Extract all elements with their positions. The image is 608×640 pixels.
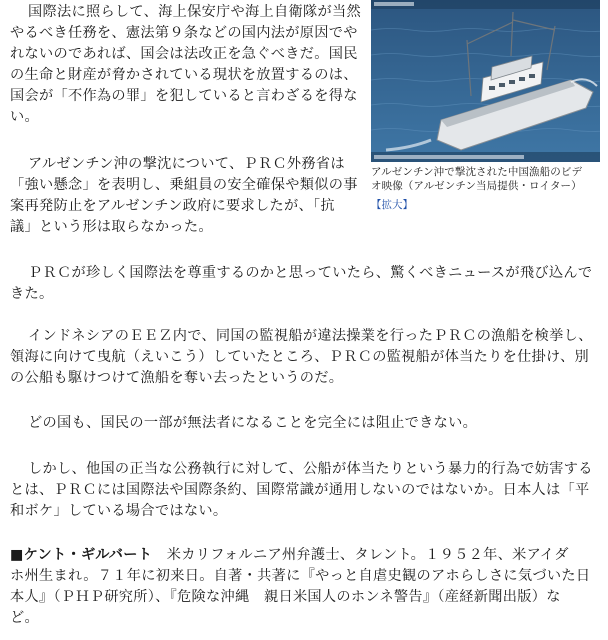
paragraph-line: 「強い懸念」を表明し、乗組員の安全確保や類似の事 [10,177,358,193]
author-bio-line [10,545,590,566]
paragraph-line: の公船も駆けつけて漁船を奪い去ったというのだ。 [10,370,344,386]
paragraph-line: 議」という形は取らなかった。 [10,219,213,235]
paragraph-line: 和ボケ」している場合ではない。 [10,503,228,519]
paragraph-line: 国際法に照らして、海上保安庁や海上自衛隊が当然 [28,4,361,20]
paragraph-line: い。 [10,109,39,125]
paragraph-line: の生命と財産が脅かされている現状を放置するのは、 [10,67,358,83]
paragraph-line: やるべき任務を、憲法第９条などの国内法が原因でや [10,25,358,41]
article-paragraph-1 [10,2,361,128]
fishing-boat-photo[interactable] [371,0,600,162]
boat-photo-image [371,0,600,162]
article-paragraph-6 [10,459,593,522]
author-name: ■ケント・ギルバート [10,547,153,563]
caption-line: オ映像（アルゼンチン当局提供・ロイター） [371,180,582,192]
author-bio [10,545,590,629]
paragraph-line: れないのであれば、国会は法改正を急ぐべきだ。国民 [10,46,358,62]
article-paragraph-3 [10,263,592,305]
caption-line: アルゼンチン沖で撃沈された中国漁船のビデ [371,166,583,178]
author-bio-line: ホ州生まれ。７１年に初来日。自著・共著に『やっと自虐史観のアホらしさに気づいた日 [10,568,591,584]
article-paragraph-5 [10,413,477,434]
paragraph-line: 国会が「不作為の罪」を犯していると言わざるを得な [10,88,358,104]
author-bio-line: ど。 [10,610,39,626]
paragraph-line: インドネシアのＥＥＺ内で、同国の監視船が違法操業を行ったＰＲＣの漁船を検挙し、 [28,328,593,344]
news-photo-figure [371,0,600,212]
article-paragraph-2 [10,154,358,238]
photo-caption [371,165,600,193]
article-paragraph-4 [10,326,593,389]
paragraph-line: とは、ＰＲＣには国際法や国際条約、国際常識が通用しないのではないか。日本人は「平 [10,482,590,498]
paragraph-line: 領海に向けて曳航（えいこう）していたところ、ＰＲＣの監視船が体当たりを仕掛け、別 [10,349,589,365]
paragraph-line: どの国も、国民の一部が無法者になることを完全には阻止できない。 [28,415,478,431]
author-bio-line: 本人』（ＰＨＰ研究所）、『危険な沖縄 親日米国人のホンネ警告』（産経新聞出版）な [10,589,561,605]
paragraph-line: ＰＲＣが珍しく国際法を尊重するのかと思っていたら、驚くべきニュースが飛び込んで [28,265,593,281]
expand-photo-link[interactable]: 【拡大】 [371,199,413,211]
paragraph-line: きた。 [10,286,54,302]
paragraph-line: アルゼンチン沖の撃沈について、ＰＲＣ外務省は [28,156,345,172]
paragraph-line: しかし、他国の正当な公務執行に対して、公船が体当たりという暴力的行為で妨害する [28,461,593,477]
author-bio-text: 米カリフォルニア州弁護士、タレント。１９５２年、米アイダ [152,547,569,563]
paragraph-line: 案再発防止をアルゼンチン政府に要求したが、「抗 [10,198,335,214]
